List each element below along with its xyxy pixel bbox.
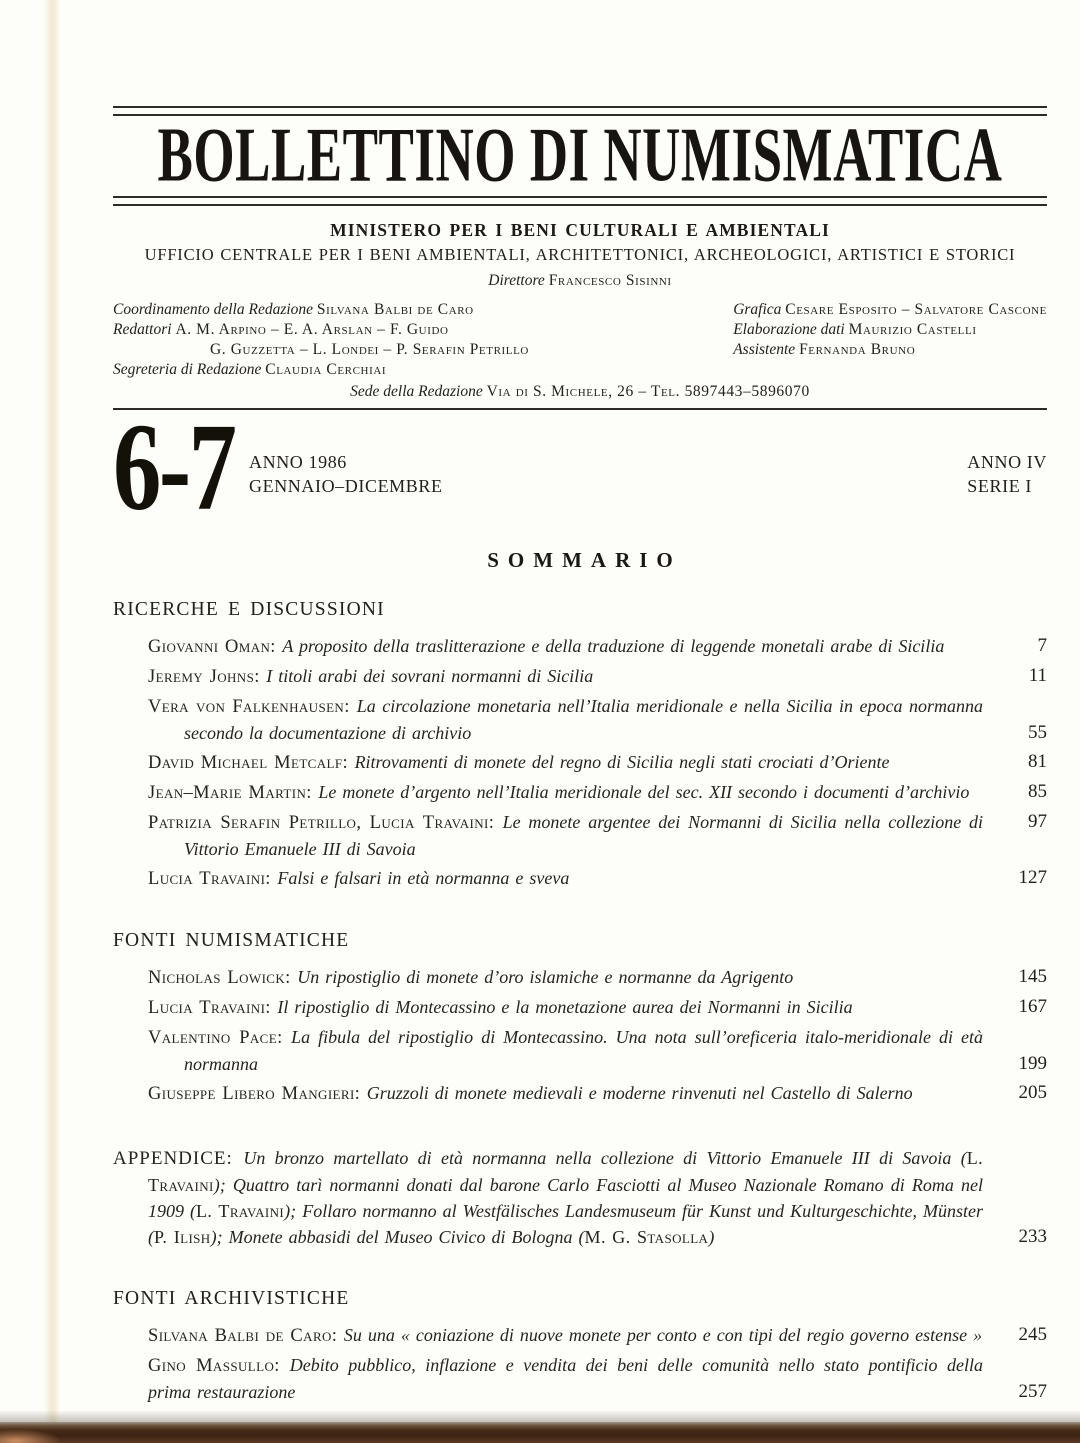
entry-inline-author: M. G. Stasolla: [584, 1227, 709, 1247]
header-rule: [113, 408, 1047, 410]
entry-section-label: APPENDICE:: [113, 1148, 244, 1169]
page-number: 97: [1028, 811, 1047, 832]
book-edge-shadow: [0, 1410, 1080, 1422]
section-entries: [113, 633, 1047, 892]
page-number-cell: [997, 693, 1047, 746]
director-label: Direttore: [488, 272, 545, 289]
entry-authors: Silvana Balbi de Caro:: [148, 1326, 344, 1346]
staff-value: Fernanda Bruno: [799, 341, 916, 358]
page-content: [0, 106, 1080, 1405]
entry-authors: Patrizia Serafin Petrillo, Lucia Travaini:: [148, 813, 503, 833]
page-number-cell: [997, 809, 1047, 862]
toc-entry: [148, 809, 1047, 862]
toc-entry: [148, 663, 1047, 690]
staff-row: [733, 300, 1047, 320]
staff-label: Segreteria di Redazione: [113, 361, 262, 378]
entry-authors: Nicholas Lowick:: [148, 968, 298, 988]
toc-section: [113, 1288, 1047, 1405]
toc-entry: [148, 1024, 1047, 1077]
toc-entry: [148, 779, 1047, 806]
page-number: 245: [1018, 1324, 1047, 1345]
entry-text: [148, 779, 997, 806]
entry-text: [148, 1322, 997, 1349]
entry-title: ): [708, 1227, 715, 1247]
staff-label: Coordinamento della Redazione: [113, 301, 314, 318]
issue-block: [113, 397, 1047, 537]
entry-text: [148, 663, 997, 690]
staff-row: [733, 320, 1047, 340]
entry-text: [148, 1080, 997, 1107]
entry-authors: Jean–Marie Martin:: [148, 783, 319, 803]
staff-value: Claudia Cerchiai: [265, 361, 387, 378]
entry-text: [113, 1145, 997, 1250]
entry-text: [148, 693, 997, 746]
entry-title: ); Monete abbasidi del Museo Civico di Bologna (: [210, 1227, 585, 1247]
staff-row: [113, 340, 529, 360]
toc-entry: [148, 1080, 1047, 1107]
toc-entry: [148, 865, 1047, 892]
ministry-line: MINISTERO PER I BENI CULTURALI E AMBIENTALI: [330, 220, 830, 240]
staff-row: [733, 340, 1047, 360]
toc-entry: [148, 633, 1047, 660]
toc-title: SOMMARIO: [487, 548, 682, 572]
entry-title: Gruzzoli di monete medievali e moderne rinvenuti nel Castello di Salerno: [366, 1083, 913, 1103]
entry-text: [148, 749, 997, 776]
entry-title: Ritrovamenti di monete del regno di Sicilia negli stati crociati d’Oriente: [354, 752, 890, 772]
page-number: 11: [1028, 665, 1047, 686]
director-name: Francesco Sisinni: [548, 272, 672, 289]
staff-value: Maurizio Castelli: [848, 321, 977, 338]
journal-title: [113, 113, 1047, 199]
office-line: UFFICIO CENTRALE PER I BENI AMBIENTALI, ARCHITETTONICI, ARCHEOLOGICI, ARTISTICI E STORICI: [144, 245, 1016, 264]
page-number: 85: [1028, 781, 1047, 802]
entry-authors: David Michael Metcalf:: [148, 753, 355, 773]
editorial-address: [113, 383, 1047, 401]
entry-authors: Valentino Pace:: [148, 1028, 292, 1048]
entry-title: La circolazione monetaria nell’Italia meridionale e nella Sicilia in epoca normanna secondo la documentazione di archivio: [184, 696, 983, 743]
issue-number: 6-7: [113, 397, 235, 537]
page-number-cell: [997, 1080, 1047, 1107]
staff-value: G. Guzzetta – L. Londei – P. Serafin Petrillo: [210, 341, 529, 358]
issue-series: [967, 450, 1047, 498]
entry-text: [148, 1352, 997, 1405]
page-number-cell: [997, 964, 1047, 991]
section-entries: [113, 1145, 1047, 1250]
issue-anno-roman: ANNO IV: [967, 452, 1047, 472]
staff-value: Silvana Balbi de Caro: [316, 301, 474, 318]
page-number: 199: [1018, 1053, 1047, 1074]
entry-authors: Giuseppe Libero Mangieri:: [148, 1084, 367, 1104]
entry-text: [148, 964, 997, 991]
toc-entry: [148, 1352, 1047, 1405]
entry-text: [148, 994, 997, 1021]
page-number: 145: [1018, 966, 1047, 987]
entry-authors: Lucia Travaini:: [148, 869, 278, 889]
toc-section: [113, 930, 1047, 1107]
entry-title: Le monete argentee dei Normanni di Sicilia nella collezione di Vittorio Emanuele III di Savoia: [184, 812, 983, 859]
entry-authors: Jeremy Johns:: [148, 667, 267, 687]
page-number: 81: [1028, 751, 1047, 772]
issue-period: GENNAIO–DICEMBRE: [249, 476, 443, 496]
toc-entry: [113, 1145, 1047, 1250]
staff-value: Cesare Esposito – Salvatore Cascone: [785, 301, 1047, 318]
page-number: 205: [1018, 1082, 1047, 1103]
page-number-cell: [997, 663, 1047, 690]
entry-title: I titoli arabi dei sovrani normanni di Sicilia: [266, 666, 594, 686]
issue-serie: SERIE I: [967, 476, 1032, 496]
page-number-cell: [997, 1024, 1047, 1077]
editorial-staff: [113, 300, 1047, 380]
staff-value: A. M. Arpino – E. A. Arslan – F. Guido: [175, 321, 449, 338]
entry-title: Le monete d’argento nell’Italia meridionale del sec. XII secondo i documenti d’archivio: [318, 782, 970, 802]
entry-title: A proposito della traslitterazione e della traduzione di leggende monetali arabe di Sicilia: [282, 636, 945, 656]
entry-inline-author: L. Travaini: [148, 1148, 983, 1195]
toc-section: [113, 1145, 1047, 1250]
staff-label: Elaborazione dati: [733, 321, 845, 338]
staff-label: Assistente: [733, 341, 796, 358]
staff-row: [113, 360, 529, 380]
toc-sections: [113, 599, 1047, 1405]
entry-authors: Giovanni Oman:: [148, 637, 283, 657]
entry-text: [148, 1024, 997, 1077]
page-number: 127: [1018, 867, 1047, 888]
page-number-cell: [997, 994, 1047, 1021]
staff-right-column: [733, 300, 1047, 360]
staff-row: [113, 320, 529, 340]
entry-title: Debito pubblico, inflazione e vendita dei beni delle comunità nello stato pontificio della prima restaurazione: [148, 1355, 984, 1402]
entry-authors: Lucia Travaini:: [148, 998, 278, 1018]
entry-authors: Vera von Falkenhausen:: [148, 697, 357, 717]
entry-inline-author: P. Ilish: [154, 1227, 211, 1247]
page-number-cell: [997, 779, 1047, 806]
issue-year-period: [249, 450, 443, 498]
entry-title: Un bronzo martellato di età normanna nella collezione di Vittorio Emanuele III di Savoia (: [243, 1148, 967, 1168]
staff-row: [113, 300, 529, 320]
issue-year: ANNO 1986: [249, 452, 347, 472]
page-number-cell: [997, 1145, 1047, 1250]
staff-label: Redattori: [113, 321, 172, 338]
entry-authors: Gino Massullo:: [148, 1356, 290, 1376]
entry-title: Il ripostiglio di Montecassino e la monetazione aurea dei Normanni in Sicilia: [277, 997, 853, 1017]
page-number-cell: [997, 1352, 1047, 1405]
entry-title: ); Quattro tarì normanni donati dal barone Carlo Fasciotti al Museo Nazionale Romano di Roma nel 1909 (: [148, 1175, 983, 1221]
page-number-cell: [997, 865, 1047, 892]
page-number: 55: [1028, 722, 1047, 743]
page-number: 7: [1037, 635, 1047, 656]
entry-inline-author: L. Travaini: [196, 1201, 285, 1221]
page-number: 233: [1018, 1226, 1047, 1247]
entry-title: ); Follaro normanno al Westfälisches Landesmuseum für Kunst und Kulturgeschichte, Münster (: [148, 1201, 983, 1247]
section-heading: FONTI NUMISMATICHE: [113, 930, 350, 951]
director-line: [113, 272, 1047, 290]
entry-text: [148, 809, 997, 862]
page-number: 257: [1018, 1381, 1047, 1402]
entry-title: La fibula del ripostiglio di Montecassino. Una nota sull’oreficeria italo-meridionale di età normanna: [184, 1027, 983, 1074]
toc-entry: [148, 964, 1047, 991]
section-heading: FONTI ARCHIVISTICHE: [113, 1288, 350, 1309]
toc-entry: [148, 994, 1047, 1021]
book-edge: [0, 1422, 1080, 1443]
journal-title-text: BOLLETTINO DI NUMISMATICA: [157, 113, 1003, 199]
toc-entry: [148, 693, 1047, 746]
page-number-cell: [997, 749, 1047, 776]
page-number-cell: [997, 633, 1047, 660]
entry-title: Falsi e falsari in età normanna e sveva: [277, 868, 570, 888]
entry-title: Su una « coniazione di nuove monete per conto e con tipi del regio governo estense »: [343, 1325, 983, 1345]
page-number: 167: [1018, 996, 1047, 1017]
toc-entry: [148, 749, 1047, 776]
toc-section: [113, 599, 1047, 892]
address-label: Sede della Redazione: [350, 383, 483, 400]
staff-label: Grafica: [733, 301, 782, 318]
toc-entry: [148, 1322, 1047, 1349]
staff-left-column: [113, 300, 529, 380]
entry-title: Un ripostiglio di monete d’oro islamiche e normanne da Agrigento: [297, 967, 794, 987]
address-value: Via di S. Michele, 26 – Tel. 5897443–5896070: [486, 383, 810, 400]
section-entries: [113, 1322, 1047, 1405]
section-heading: RICERCHE E DISCUSSIONI: [113, 599, 385, 620]
entry-text: [148, 633, 997, 660]
page-number-cell: [997, 1322, 1047, 1349]
entry-text: [148, 865, 997, 892]
section-entries: [113, 964, 1047, 1107]
